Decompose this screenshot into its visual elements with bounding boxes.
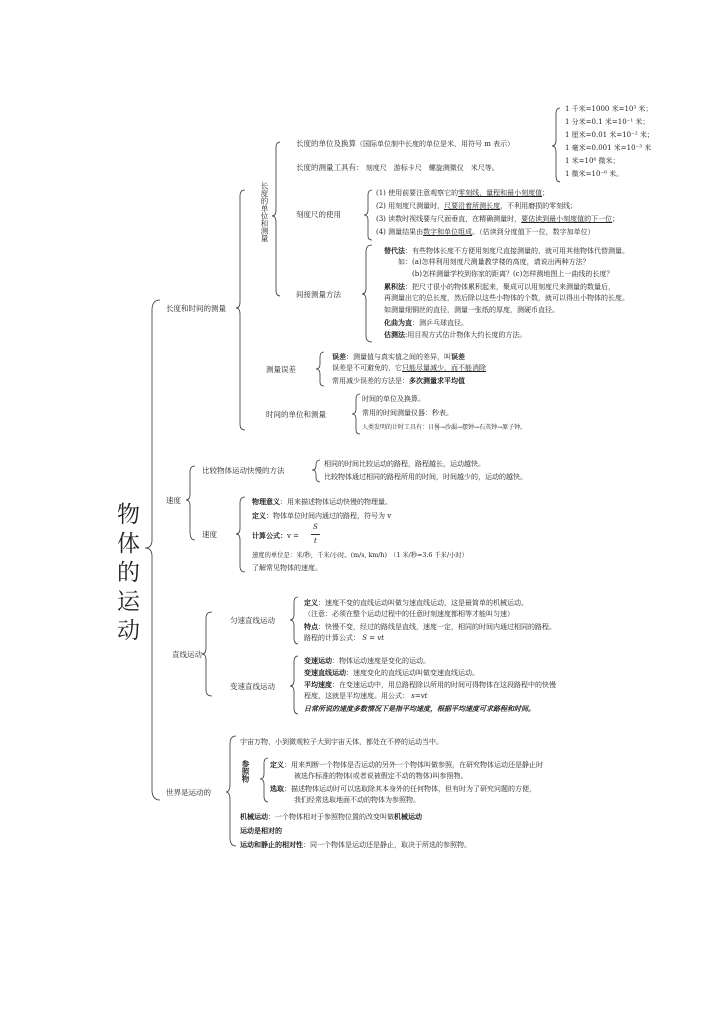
ruler-rule-1: (1) 使用前要注意观察它的零刻线、量程和最小刻度值； (376, 189, 550, 197)
substitute-example-2: (b)怎样测量学校到你家的距离？(c)怎样测地图上一曲线的长度？ (412, 270, 614, 278)
speed-unit: 速度的单位是：米/秒，千米/小时。(m/s, km/h) （1 米/秒=3.6 千米/小时） (252, 552, 468, 559)
indirect-label: 间接测量方法 (296, 290, 341, 299)
estimate-method: 估测法:用目视方式估计物体大约长度的方法。 (384, 330, 527, 339)
mechanical-motion: 机械运动：一个物体相对于参照物位置的改变叫做机械运动 (240, 812, 422, 821)
curve-method: 化曲为直：测乒乓球直径。 (384, 318, 468, 327)
compare-2: 比较物体通过相同的路程所用的时间，时间越少的，运动的越快。 (324, 473, 527, 481)
conversion-item: 1 微米=10⁻⁶ 米。 (565, 170, 624, 178)
ruler-rule-3: (3) 读数时视线要与尺面垂直，在精确测量时，要估读到最小刻度值的下一位； (376, 215, 620, 223)
conversion-item: 1 厘米=0.01 米=10⁻² 米； (565, 131, 654, 139)
speed-definition: 定义：物体单位时间内通过的路程，符号为 v (252, 511, 392, 520)
conversion-item: 1 千米=1000 米=10³ 米； (565, 105, 653, 113)
section-speed-label: 速度 (166, 496, 181, 505)
motion-relative: 运动是相对的 (240, 826, 282, 835)
uniform-definition: 定义：速度不变的直线运动叫做匀速直线运动，这是最简单的机械运动。 (304, 598, 528, 607)
section-length-time-label: 长度和时间的测量 (166, 304, 226, 313)
reference-selection-cont: 我们经常选取地面不动的物体为参照物。 (294, 796, 420, 804)
average-speed-cont: 程度，这就是平均速度。用公式： s=vt (304, 692, 428, 700)
time-instrument: 常用的时间测量仪器：秒表。 (362, 409, 453, 417)
time-tools-history: 人类发明的计时工具有：日晷→沙漏→摆钟→石英钟→原子钟。 (362, 424, 527, 431)
section-linear-label: 直线运动 (172, 650, 202, 659)
compare-1: 相同的时间比较运动的路程，路程越长，运动越快。 (324, 460, 485, 468)
error-unavoidable: 误差是不可避免的，它只能尽量减少，而不能消除 (332, 364, 486, 372)
formula-numerator: S (313, 523, 318, 531)
error-label: 测量误差 (266, 365, 296, 374)
motion-rest-relativity: 运动和静止的相对性：同一个物体是运动还是静止，取决于所选的参照物。 (240, 840, 471, 849)
speed-label: 速度 (202, 530, 217, 539)
error-definition: 误差：测量值与真实值之间的差异，叫误差 (332, 352, 465, 361)
formula-fraction-bar (311, 534, 320, 535)
section-world-label: 世界是运动的 (166, 788, 211, 797)
uniform-note: （注意：必须在整个运动过程中的任意时刻速度都相等才能叫匀速） (304, 610, 514, 618)
variable-motion: 变速运动：物体运动速度是变化的运动。 (304, 656, 430, 665)
reference-definition: 定义：用来判断一个物体是否运动的另外一个物体叫做参照，在研究物体运动还是静止时 (270, 760, 543, 769)
time-label: 时间的单位和测量 (266, 410, 326, 419)
time-unit: 时间的单位及换算。 (362, 395, 425, 403)
speed-formula-label: 计算公式：v = (252, 531, 300, 540)
reference-selection: 选取：描述物体运动时可以选取除其本身外的任何物体，但有时为了研究问题的方便， (270, 784, 536, 793)
ruler-label: 刻度尺的使用 (296, 210, 341, 219)
world-statement: 宇宙万物，小到微观粒子大到宇宙天体，都处在不停的运动当中。 (240, 738, 443, 746)
error-reduce: 常用减少误差的方法是：多次测量求平均值 (332, 376, 465, 385)
speed-common: 了解常见物体的速度。 (252, 564, 322, 572)
reference-definition-cont: 被选作标准的物体(或者说被假定不动的物体)叫参照物。 (294, 772, 468, 780)
units-label: 长度的单位及换算（国际单位制中长度的单位是米，用符号 m 表示） (296, 139, 515, 148)
ruler-rule-4: (4) 测量结果由数字和单位组成。（估读到分度值下一位，数字加单位） (376, 228, 595, 236)
accumulate-method: 累积法：把尺寸很小的物体累积起来，聚成可以用刻度尺来测量的数量后， (384, 282, 615, 291)
conversion-item: 1 米=10⁶ 微米； (565, 157, 620, 165)
average-speed-note: 日常所说的速度多数情况下是指平均速度，根据平均速度可求路程和时间。 (304, 704, 535, 713)
accumulate-line-3: 如测量细铜丝的直径，测量一张纸的厚度，测硬币直径。 (384, 306, 559, 314)
uniform-feature: 特点：快慢不变，经过的路线是直线，速度一定，相同的时间内通过相同的路程。 (304, 622, 556, 631)
variable-linear: 变速直线运动：速度变化的直线运动叫做变速直线运动。 (304, 668, 479, 677)
tools-line: 长度的测量工具有： 刻度尺 游标卡尺 螺旋测微仪 米尺等。 (296, 163, 499, 172)
uniform-label: 匀速直线运动 (230, 616, 275, 625)
substitute-example-1: 如：(a)怎样利用刻度尺测量教学楼的高度，请说出两种方法？ (398, 258, 590, 266)
accumulate-line-2: 再测量出它的总长度，然后除以这些小物体的个数，就可以得出小物体的长度。 (384, 294, 629, 302)
variable-label: 变速直线运动 (230, 682, 275, 691)
conversion-item: 1 毫米=0.001 米=10⁻³ 米 (565, 144, 652, 152)
page-title: 物体的运动 (113, 502, 139, 647)
compare-label: 比较物体运动快慢的方法 (202, 466, 285, 475)
speed-meaning: 物理意义：用来描述物体运动快慢的物理量。 (252, 497, 392, 506)
conversion-item: 1 分米=0.1 米=10⁻¹ 米； (565, 118, 650, 126)
formula-denominator: t (314, 537, 317, 545)
uniform-formula: 路程的计算公式： S = vt (304, 634, 385, 642)
reference-vertical-label: 参照物 (241, 760, 250, 783)
substitute-method: 替代法：有些物体长度不方便用刻度尺直接测量的，就可用其他物体代替测量。 (384, 246, 629, 255)
average-speed: 平均速度：在变速运动中，用总路程除以所用的时间可得物体在这段路程中的快慢 (304, 680, 556, 689)
ruler-rule-2: (2) 用刻度尺测量时，尺要沿着所测长度，不利用磨损的零刻线； (376, 202, 578, 210)
length-units-vertical-label: 长度的单位和测量 (260, 182, 269, 242)
